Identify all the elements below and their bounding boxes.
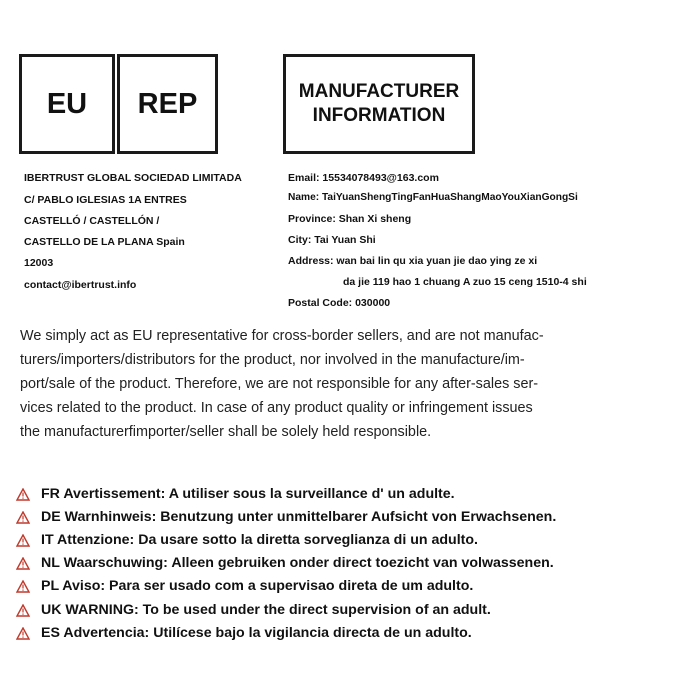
disclaimer-line: We simply act as EU representative for cross-border sellers, and are not manufac- [20, 328, 544, 344]
warning-text: ES Advertencia: Utilícese bajo la vigilancia directa de un adulto. [41, 625, 472, 641]
warning-de [16, 509, 556, 525]
rep-label-box [117, 54, 218, 154]
warning-nl [16, 555, 554, 571]
warning-text: DE Warnhinweis: Benutzung unter unmittelbarer Aufsicht von Erwachsenen. [41, 509, 557, 525]
manufacturer-title-line1: MANUFACTURER [298, 81, 460, 102]
disclaimer-paragraph [20, 324, 620, 444]
warning-text: NL Waarschuwing: Alleen gebruiken onder direct toezicht van volwassenen. [41, 555, 554, 571]
manufacturer-city: City: Tai Yuan Shi [288, 234, 376, 246]
disclaimer-line: turers/importers/distributors for the product, nor involved in the manufacture/im- [20, 352, 525, 368]
manufacturer-info-box [283, 54, 475, 154]
warning-triangle-icon [16, 534, 30, 547]
eu-rep-line: 12003 [24, 257, 54, 269]
manufacturer-postal-code: Postal Code: 030000 [288, 297, 391, 309]
warning-triangle-icon [16, 580, 30, 593]
manufacturer-address: Address: wan bai lin qu xia yuan jie dao ying ze xi [288, 255, 538, 267]
warning-text: PL Aviso: Para ser usado com a supervisao direta de um adulto. [41, 578, 474, 594]
eu-rep-line: C/ PABLO IGLESIAS 1A ENTRES [24, 194, 187, 206]
warning-triangle-icon [16, 511, 30, 524]
manufacturer-address-cont: da jie 119 hao 1 chuang A zuo 15 ceng 1510-4 shi [343, 276, 587, 288]
eu-label-box [19, 54, 115, 154]
warning-triangle-icon [16, 604, 30, 617]
manufacturer-province: Province: Shan Xi sheng [288, 213, 412, 225]
warning-text: UK WARNING: To be used under the direct supervision of an adult. [41, 602, 491, 618]
manufacturer-name: Name: TaiYuanShengTingFanHuaShangMaoYouXianGongSi [288, 192, 578, 203]
manufacturer-title-line2: INFORMATION [312, 105, 446, 126]
warning-text: FR Avertissement: A utiliser sous la surveillance d' un adulte. [41, 486, 455, 502]
eu-rep-line: CASTELLO DE LA PLANA Spain [24, 236, 185, 248]
warning-text: IT Attenzione: Da usare sotto la diretta sorveglianza di un adulto. [41, 532, 478, 548]
manufacturer-email: Email: 15534078493@163.com [288, 172, 439, 184]
rep-label: REP [137, 87, 198, 120]
eu-label: EU [46, 87, 88, 120]
warning-uk [16, 602, 491, 618]
eu-rep-line: CASTELLÓ / CASTELLÓN / [24, 215, 160, 227]
disclaimer-line: port/sale of the product. Therefore, we are not responsible for any after-sales ser- [20, 376, 539, 392]
warning-it [16, 532, 478, 548]
disclaimer-line: the manufacturerfimporter/seller shall be solely held responsible. [20, 424, 432, 440]
warning-triangle-icon [16, 627, 30, 640]
eu-rep-line: IBERTRUST GLOBAL SOCIEDAD LIMITADA [24, 172, 242, 184]
warning-triangle-icon [16, 557, 30, 570]
warning-es [16, 625, 472, 641]
disclaimer-line: vices related to the product. In case of any product quality or infringement issues [20, 400, 533, 416]
warning-pl [16, 578, 473, 594]
warning-fr [16, 486, 455, 502]
eu-rep-email: contact@ibertrust.info [24, 279, 137, 291]
warning-triangle-icon [16, 488, 30, 501]
